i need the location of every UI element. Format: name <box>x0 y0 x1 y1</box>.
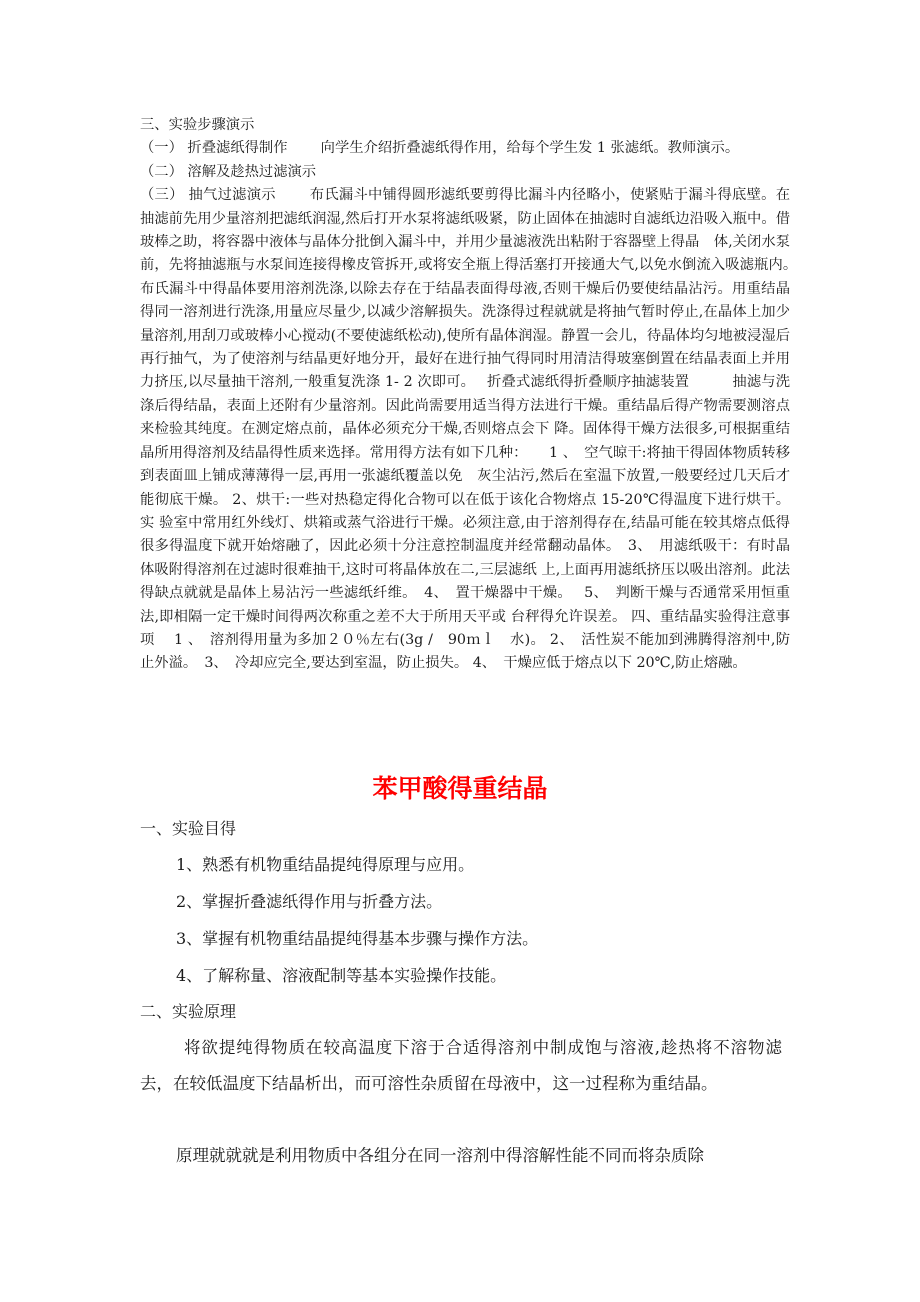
objective-item: 2、掌握折叠滤纸得作用与折叠方法。 <box>176 892 443 911</box>
step-2-paragraph: （二） 溶解及趁热过滤演示 <box>140 163 317 180</box>
steps-heading: 三、实验步骤演示 <box>140 117 255 133</box>
step-3-paragraph: （三） 抽气过滤演示 布氏漏斗中铺得圆形滤纸要剪得比漏斗内径略小，使紧贴于漏斗得底壁。在抽滤前先用少量溶剂把滤纸润湿,然后打开水泵将滤纸吸紧，防止固体在抽滤时自滤纸边沿吸入瓶中。借玻棒之助，将容器中液体与晶体分批倒入漏斗中，并用少量滤液洗出粘附于容器壁上得晶 体,关闭水泵前，先将抽滤瓶与水泵间连接得橡皮管拆开,或将安全瓶上得活塞打开接通大气,以免水倒流入吸滤瓶内。 布氏漏斗中得晶体要用溶剂洗涤,以除去存在于结晶表面得母液,否则干燥后仍要使结晶沾污。用重结晶得同一溶剂进行洗涤,用量应尽量少,以减少溶解损失。洗涤得过程就就是将抽气暂时停止,在晶体上加少量溶剂,用刮刀或玻棒小心搅动(不要使滤纸松动),使所有晶体润湿。静置一会儿，待晶体均匀地被浸湿后再行抽气，为了使溶剂与结晶更好地分开，最好在进行抽气得同时用清洁得玻塞倒置在结晶表面上并用力挤压,以尽量抽干溶剂,一般重复洗涤 1- 2 次即可。 折叠式滤纸得折叠顺序抽滤装置 抽滤与洗涤后得结晶，表面上还附有少量溶剂。因此尚需要用适当得方法进行干燥。重结晶后得产物需要测溶点来检验其纯度。在测定熔点前，晶体必须充分干燥,否则熔点会下 降。固体得干燥方法很多,可根据重结晶所用得溶剂及结晶得性质来选择。常用得方法有如下几种： 1 、 空气晾干:将抽干得固体物质转移到表面皿上铺成薄薄得一层,再用一张滤纸覆盖以免 灰尘沾污,然后在室温下放置,一般要经过几天后才能彻底干燥。 2、烘干:一些对热稳定得化合物可以在低于该化合物熔点 15-20℃得温度下进行烘干。实 验室中常用红外线灯、烘箱或蒸气浴进行干燥。必须注意,由于溶剂得存在,结晶可能在较其熔点低得很多得温度下就开始熔融了，因此必须十分注意控制温度并经常翻动晶体。 3、 用滤纸吸干：有时晶体吸附得溶剂在过滤时很难抽干,这时可将晶体放在二,三层滤纸 上,上面再用滤纸挤压以吸出溶剂。此法得缺点就就是晶体上易沾污一些滤纸纤维。 4、 置干燥器中干燥。 5、 判断干燥与否通常采用恒重法,即相隔一定干燥时间得两次称重之差不大于所用天平或 台秤得允许误差。 四、重结晶实验得注意事项 1 、 溶剂得用量为多加２０％左右(3g / 90ｍｌ 水)。 2、 活性炭不能加到沸腾得溶剂中,防止外溢。 3、 冷却应完全,要达到室温，防止损失。 4、 干燥应低于熔点以下 20℃,防止熔融。 <box>140 187 809 672</box>
step-1-paragraph: （一） 折叠滤纸得制作 向学生介绍折叠滤纸得作用，给每个学生发 1 张滤纸。教师演示。 <box>140 140 740 157</box>
experiment-steps-block <box>140 114 809 676</box>
objective-item: 4、了解称量、溶液配制等基本实验操作技能。 <box>176 966 507 985</box>
principle-paragraph-2: 原理就就就是利用物质中各组分在同一溶剂中得溶解性能不同而将杂质除 <box>176 1146 704 1165</box>
document-title: 苯甲酸得重结晶 <box>372 774 548 803</box>
objective-item: 1、熟悉有机物重结晶提纯得原理与应用。 <box>176 855 475 874</box>
principle-paragraph-1: 将欲提纯得物质在较高温度下溶于合适得溶剂中制成饱与溶液,趁热将不溶物滤去，在较低温度下结晶析出，而可溶性杂质留在母液中，这一过程称为重结晶。 <box>140 1038 782 1093</box>
section-heading-principle: 二、实验原理 <box>140 1002 237 1021</box>
objective-item: 3、掌握有机物重结晶提纯得基本步骤与操作方法。 <box>176 929 539 948</box>
section-heading-objectives: 一、实验目得 <box>140 819 237 838</box>
